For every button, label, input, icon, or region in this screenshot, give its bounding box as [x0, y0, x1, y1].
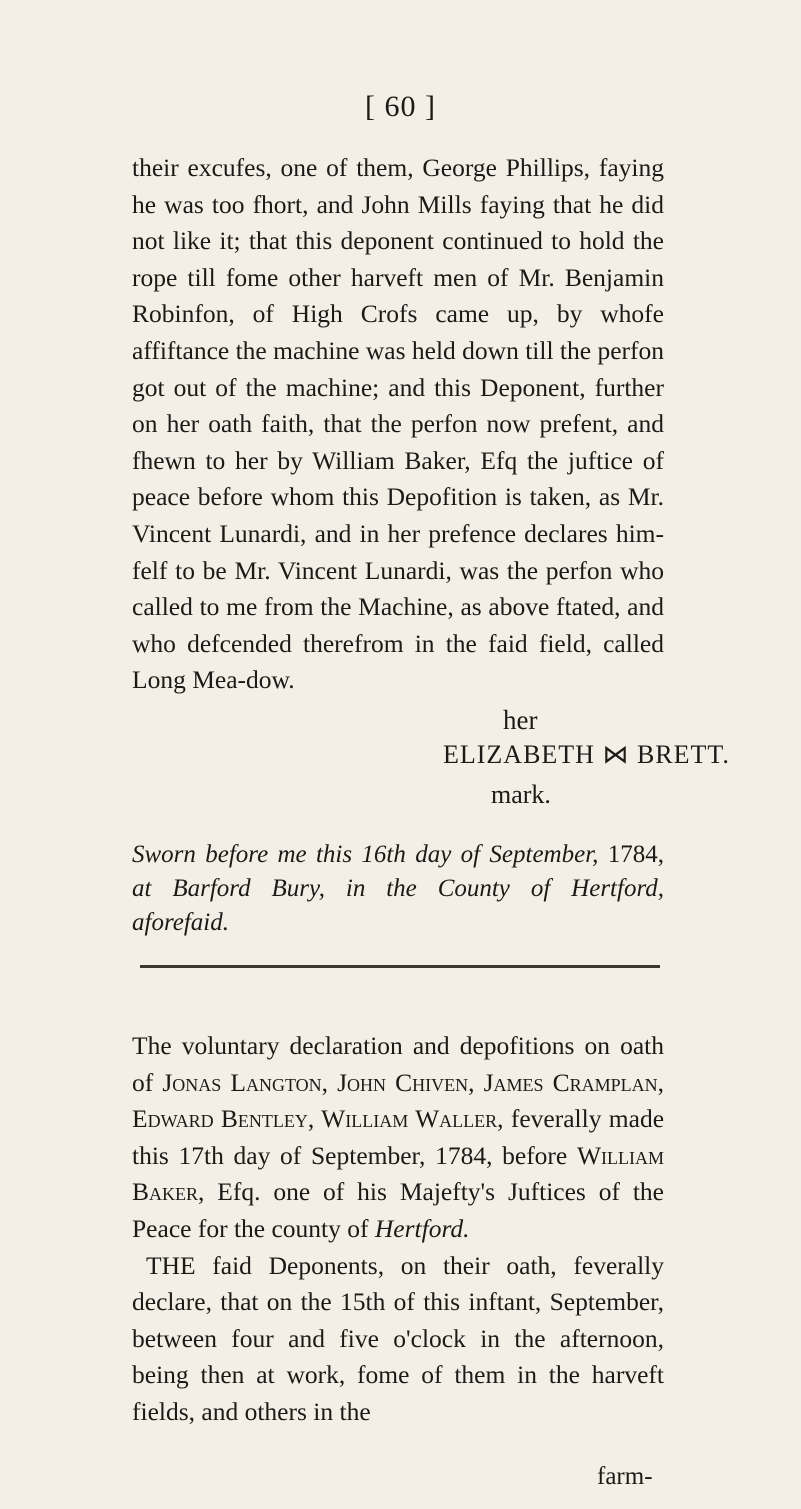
signature-mark-label: mark. [491, 780, 551, 809]
declaration-paragraph [132, 1028, 664, 1431]
declaration-after-justice: Efq. one of his Majefty's Juftices of the Peace for the county of [132, 1177, 665, 1243]
declaration-intro: The voluntary declaration and depofitions on oath of [132, 1031, 664, 1097]
sworn-text-part2: at Barford Bury, in the County of Hertford, aforefaid. [132, 875, 664, 936]
declaration-body: faid Deponents, on their oath, feverally declare, that on the 15th of this inftant, September, between four and five o'clock in the afternoon, being then at work, fome of them in the harveft fields, and others in the [132, 1250, 664, 1426]
declaration-middle: feverally made this 17th day of September, 1784, before [132, 1104, 665, 1170]
sworn-text-part1: Sworn before me this 16th day of September, [132, 841, 599, 868]
county-name: Hertford. [374, 1213, 470, 1243]
declaration-lead-word: THE [146, 1250, 196, 1280]
section-divider [140, 965, 660, 968]
deposition-paragraph: their excufes, one of them, George Phillips, faying he was too fhort, and John Mills faying that he did not like it; that this deponent continued to hold the rope till fome other harveft men of Mr. Benjamin Robinfon, of High Crofs came up, by whofe affiftance the machine was held down till the perfon got out of the machine; and this Deponent, further on her oath faith, that the perfon now prefent, and fhewn to her by William Baker, Efq the juftice of peace before whom this Depofition is taken, as Mr. Vincent Lunardi, and in her prefence declares him-felf to be Mr. Vincent Lunardi, was the perfon who called to me from the Machine, as above ftated, and who defcended therefrom in the faid field, called Long Mea-dow. [132, 153, 665, 695]
signature-name: ELIZABETH ⋈ BRETT. [443, 740, 730, 769]
sworn-statement [132, 838, 664, 940]
justice-name: William Baker, [132, 1140, 664, 1207]
page-number: [ 60 ] [365, 90, 436, 123]
sworn-year: 1784, [607, 841, 665, 868]
deponent-names: Jonas Langton, John Chiven, James Cramplan, Edward Bentley, William Waller, [132, 1067, 665, 1134]
catchword: farm- [597, 1463, 653, 1490]
signature-her-label: her [503, 705, 538, 735]
